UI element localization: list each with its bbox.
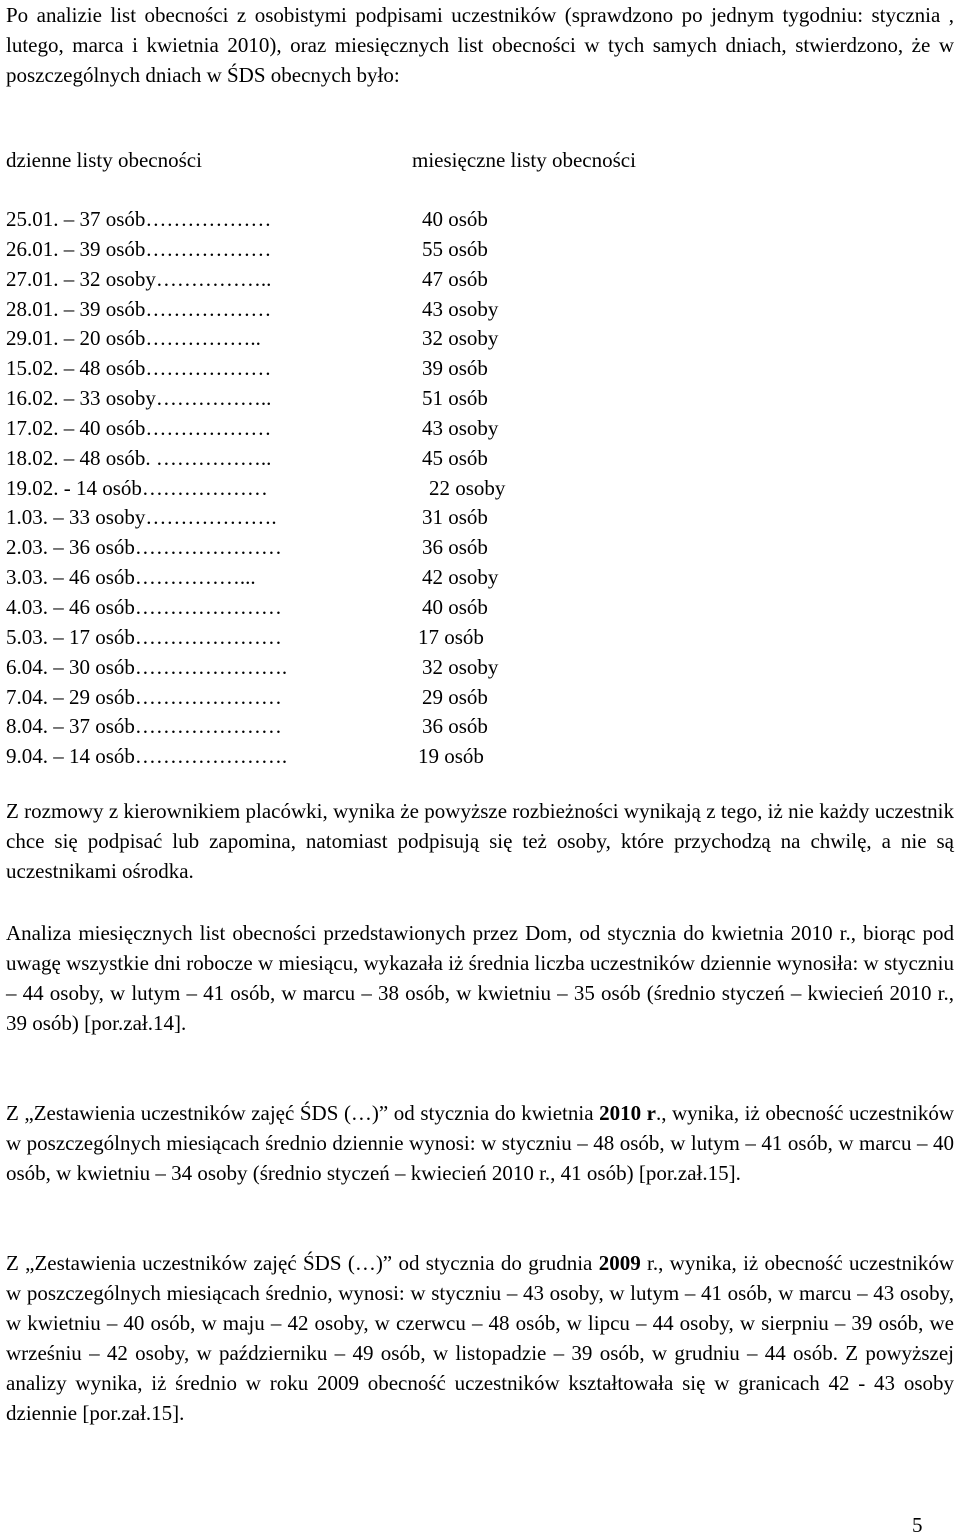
daily-count: 28.01. – 39 osób……………… [6, 296, 272, 321]
monthly-count: 40 osób [422, 594, 488, 619]
daily-count: 18.02. – 48 osób. …………….. [6, 445, 272, 470]
monthly-count: 45 osób [422, 445, 488, 470]
daily-count: 4.03. – 46 osób………………… [6, 594, 282, 619]
table-row [6, 354, 954, 384]
header-daily-lists: dzienne listy obecności [6, 148, 202, 172]
daily-count: 16.02. – 33 osoby…………….. [6, 386, 272, 411]
attendance-table-header [6, 145, 954, 175]
attendance-table [6, 205, 954, 772]
daily-count: 9.04. – 14 osób…………………. [6, 744, 288, 769]
paragraph-summary-2009 [6, 1248, 954, 1428]
daily-count: 2.03. – 36 osób………………… [6, 535, 282, 560]
table-row [6, 683, 954, 713]
monthly-count: 22 osoby [429, 475, 506, 500]
table-row [6, 324, 954, 354]
paragraph-summary-2010 [6, 1098, 954, 1188]
monthly-count: 32 osoby [422, 654, 499, 679]
monthly-count: 32 osoby [422, 326, 499, 351]
daily-count: 6.04. – 30 osób…………………. [6, 654, 288, 679]
table-row [6, 205, 954, 235]
table-row [6, 384, 954, 414]
monthly-count: 36 osób [422, 714, 488, 739]
daily-count: 8.04. – 37 osób………………… [6, 714, 282, 739]
paragraph-monthly-analysis: Analiza miesięcznych list obecności przedstawionych przez Dom, od stycznia do kwietnia 2010 r., biorąc pod uwagę wszystkie dni robocze w miesiącu, wykazała iż średnia liczba uczestników dziennie wynosiła: w styczniu – 44 osoby, w lutym – 41 osób, w marcu – 38 osób, w kwietniu – 35 osób (średnio styczeń – kwiecień 2010 r., 39 osób) [por.zał.14]. [6, 921, 954, 1035]
table-row [6, 563, 954, 593]
paragraph-text: Z „Zestawienia uczestników zajęć ŚDS (…)” od stycznia do kwietnia [6, 1101, 600, 1125]
table-row [6, 474, 954, 504]
bold-year: 2010 r [599, 1101, 656, 1125]
table-row [6, 623, 954, 653]
intro-paragraph: Po analizie list obecności z osobistymi podpisami uczestników (sprawdzono po jednym tygodniu: stycznia , lutego, marca i kwietnia 2010), oraz miesięcznych list obecności w tych samych dniach, stwierdzono, że w poszczególnych dniach w ŚDS obecnych było: [6, 3, 954, 87]
monthly-count: 31 osób [422, 505, 488, 530]
monthly-count: 29 osób [422, 684, 488, 709]
table-row [6, 533, 954, 563]
monthly-count: 40 osób [422, 207, 488, 231]
daily-count: 26.01. – 39 osób……………… [6, 236, 272, 261]
page-number: 5 [912, 1513, 923, 1537]
daily-count: 5.03. – 17 osób………………… [6, 624, 282, 649]
daily-count: 3.03. – 46 osób……………... [6, 565, 256, 590]
bold-year: 2009 [598, 1251, 641, 1275]
table-row [6, 653, 954, 683]
table-row [6, 414, 954, 444]
daily-count: 15.02. – 48 osób……………… [6, 356, 272, 381]
daily-count: 17.02. – 40 osób……………… [6, 415, 272, 440]
table-row [6, 742, 954, 772]
monthly-count: 42 osoby [422, 565, 499, 590]
table-row [6, 712, 954, 742]
daily-count: 27.01. – 32 osoby…………….. [6, 266, 272, 291]
monthly-count: 19 osób [418, 744, 484, 769]
monthly-count: 43 osoby [422, 296, 499, 321]
table-row [6, 265, 954, 295]
table-row [6, 593, 954, 623]
monthly-count: 17 osób [418, 624, 484, 649]
daily-count: 19.02. - 14 osób……………… [6, 475, 268, 500]
daily-count: 25.01. – 37 osób……………… [6, 207, 272, 231]
paragraph-text: ., wynika, iż obecność uczestników w poszczególnych miesiącach średnio dziennie wynosi: w styczniu – 48 osób, w lutym – 41 osób, w marcu – 40 osób, w kwietniu – 34 osoby (średnio styczeń – kwiecień 2010 r., 41 osób) [por.zał.15]. [6, 1101, 954, 1185]
table-row [6, 235, 954, 265]
paragraph-text: Z „Zestawienia uczestników zajęć ŚDS (…)” od stycznia do grudnia [6, 1251, 599, 1275]
monthly-count: 43 osoby [422, 415, 499, 440]
paragraph-text: r., wynika, iż obecność uczestników w poszczególnych miesiącach średnio, wynosi: w styczniu – 43 osoby, w lutym – 41 osób, w marcu – 43 osoby, w kwietniu – 40 osób, w maju – 42 osoby, w czerwcu – 48 osób, w lipcu – 44 osoby, w sierpniu – 39 osób, we wrześniu – 42 osoby, w październiku – 49 osób, w listopadzie – 39 osób, w grudniu – 44 osób. Z powyższej analizy wynika, iż średnio w roku 2009 obecność uczestników kształtowała się w granicach 42 - 43 osoby dziennie [por.zał.15]. [6, 1251, 954, 1425]
table-row [6, 444, 954, 474]
header-monthly-lists: miesięczne listy obecności [412, 148, 636, 172]
daily-count: 1.03. – 33 osoby………………. [6, 505, 277, 530]
monthly-count: 36 osób [422, 535, 488, 560]
monthly-count: 47 osób [422, 266, 488, 291]
table-row [6, 295, 954, 325]
paragraph-manager-interview: Z rozmowy z kierownikiem placówki, wynika że powyższe rozbieżności wynikają z tego, iż nie każdy uczestnik chce się podpisać lub zapomina, natomiast podpisują się też osoby, które przychodzą na chwilę, a nie są uczestnikami ośrodka. [6, 799, 954, 883]
table-row [6, 503, 954, 533]
monthly-count: 39 osób [422, 356, 488, 381]
daily-count: 29.01. – 20 osób…………….. [6, 326, 261, 351]
daily-count: 7.04. – 29 osób………………… [6, 684, 282, 709]
monthly-count: 55 osób [422, 236, 488, 261]
monthly-count: 51 osób [422, 386, 488, 411]
